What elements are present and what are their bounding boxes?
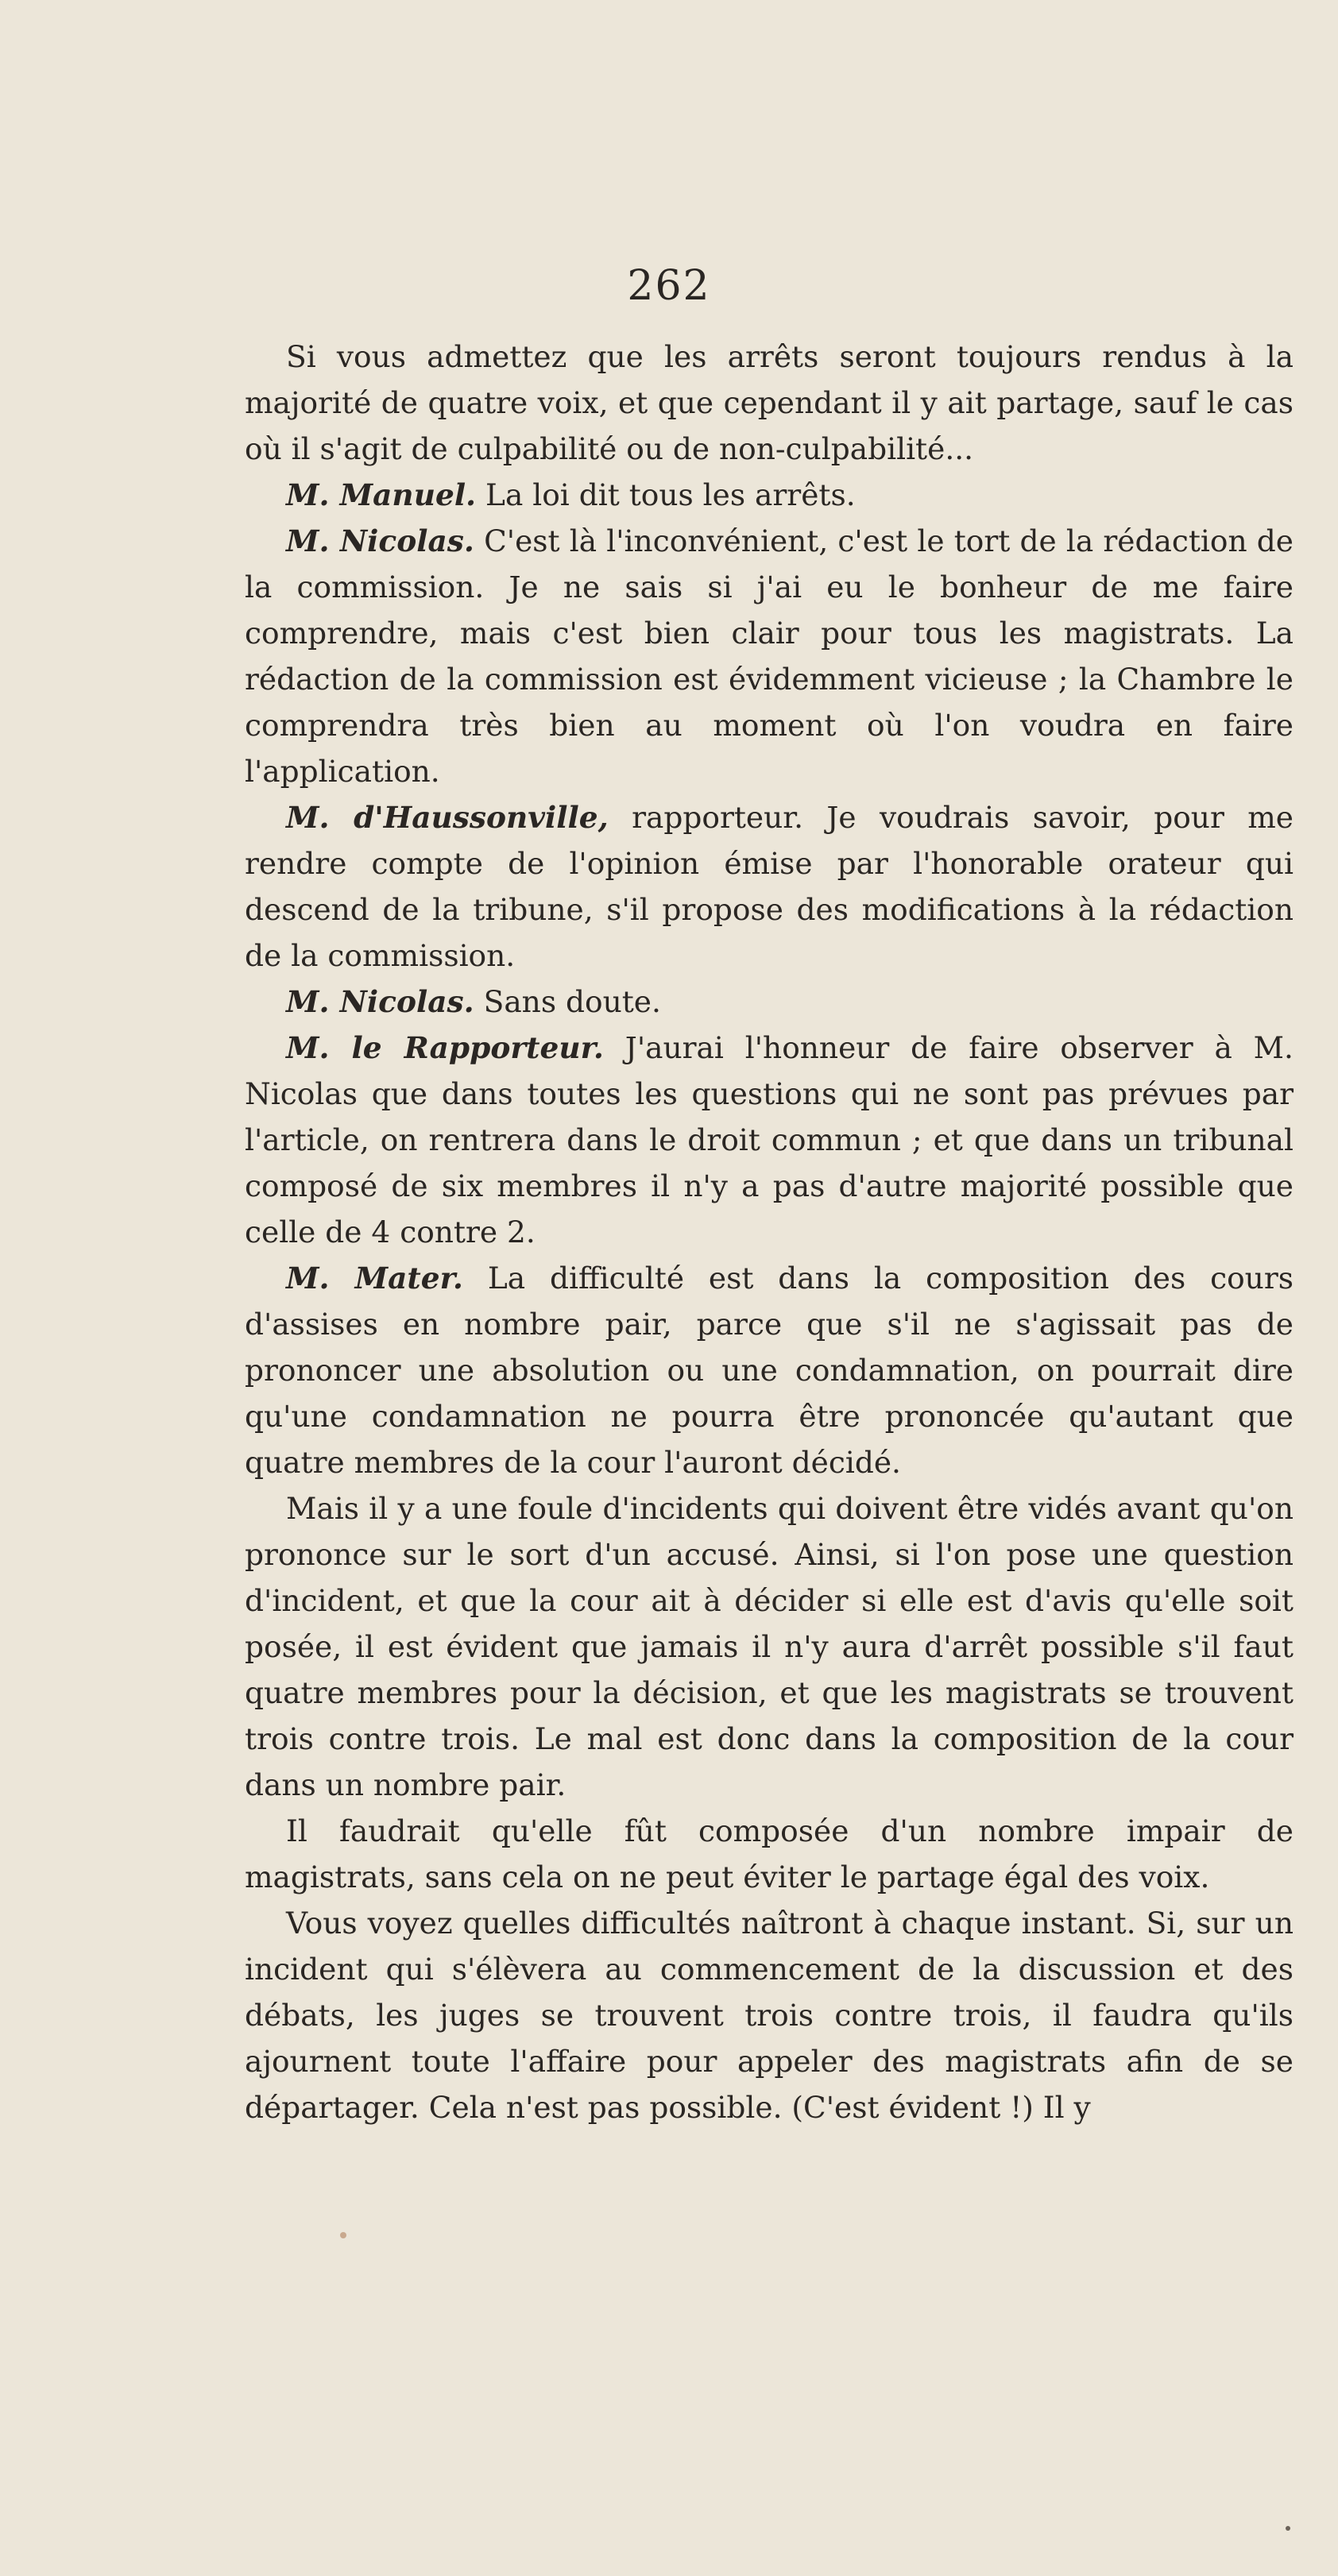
speaker-name: M. le Rapporteur. [286,1030,604,1065]
paragraph [245,334,1294,472]
speaker-name: M. Nicolas. [286,984,474,1019]
paragraph [245,1485,1294,1808]
paragraph-text: J'aurai l'honneur de faire observer à M. Nicolas que dans toutes les questions qui ne sont pas prévues par l'article, on rentrera dans le droit commun ; et que dans un tribunal composé de six membres il n'y a pas d'autre majorité possible que celle de 4 contre 2. [245,1030,1294,1249]
paragraph-text: Mais il y a une foule d'incidents qui doivent être vidés avant qu'on prononce sur le sort d'un accusé. Ainsi, si l'on pose une question d'incident, et que la cour ait à décider si elle est d'avis qu'elle soit posée, il est évident que jamais il n'y aura d'arrêt possible s'il faut quatre membres pour la décision, et que les magistrats se trouvent trois contre trois. Le mal est donc dans la composition de la cour dans un nombre pair. [245,1491,1294,1802]
paragraph [245,1808,1294,1900]
paragraph [245,472,1294,518]
speaker-name: M. Manuel. [286,477,477,512]
paragraph [245,794,1294,979]
paragraph [245,1025,1294,1255]
paper-speck [340,2232,346,2238]
paragraph [245,979,1294,1025]
paragraph-text: C'est là l'inconvénient, c'est le tort de la rédaction de la commission. Je ne sais si j'ai eu le bonheur de me faire comprendre, mais c'est bien clair pour tous les magistrats. La rédaction de la commission est évidemment vicieuse ; la Chambre le comprendra très bien au moment où l'on voudra en faire l'application. [245,523,1294,789]
speaker-name: M. Nicolas. [286,523,474,558]
paragraph [245,1900,1294,2130]
paragraph-text: La loi dit tous les arrêts. [476,477,856,512]
body-text [245,334,1294,2130]
paragraph [245,1255,1294,1485]
paragraph-text: Si vous admettez que les arrêts seront toujours rendus à la majorité de quatre voix, et que cependant il y ait partage, sauf le cas où il s'agit de culpabilité ou de non-culpabilité... [245,339,1294,466]
paragraph-text: Vous voyez quelles difficultés naîtront à chaque instant. Si, sur un incident qui s'élèvera au commencement de la discussion et des débats, les juges se trouvent trois contre trois, il faudra qu'ils ajournent toute l'affaire pour appeler des magistrats afin de se départager. Cela n'est pas possible. (C'est évident !) Il y [245,1906,1294,2125]
paragraph-text: Il faudrait qu'elle fût composée d'un nombre impair de magistrats, sans cela on ne peut éviter le partage égal des voix. [245,1813,1294,1894]
speaker-name: M. d'Haussonville, [286,800,609,835]
paragraph-text: Sans doute. [474,984,661,1019]
page-number: 262 [627,262,711,310]
paragraph-text: rapporteur. Je voudrais savoir, pour me rendre compte de l'opinion émise par l'honorable orateur qui descend de la tribune, s'il propose des modifications à la rédaction de la commission. [245,800,1294,973]
paragraph-text: La difficulté est dans la composition des cours d'assises en nombre pair, parce que s'il ne s'agissait pas de prononcer une absolution ou une condamnation, on pourrait dire qu'une condamnation ne pourra être prononcée qu'autant que quatre membres de la cour l'auront décidé. [245,1261,1294,1480]
paper-speck [1286,2526,1290,2531]
speaker-name: M. Mater. [286,1261,463,1296]
paragraph [245,518,1294,794]
